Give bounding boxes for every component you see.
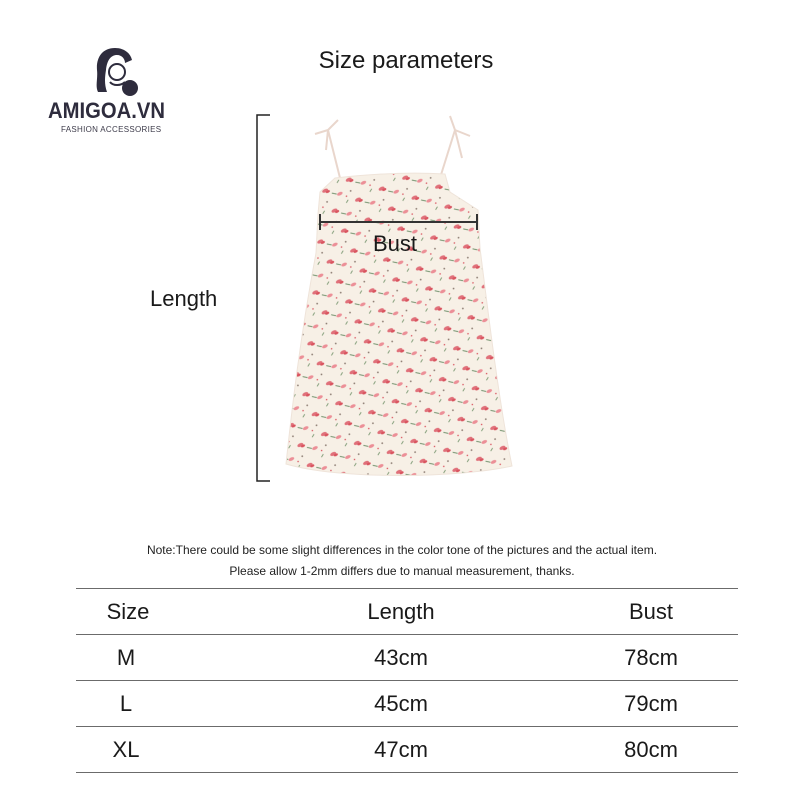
table-row [76,634,738,680]
cell-size: L [119,691,133,716]
dress-image [280,108,520,483]
note-line-2: Please allow 1-2mm differs due to manual measurement, thanks. [229,564,575,578]
logo-tagline: FASHION ACCESSORIES [61,125,162,134]
cell-bust: 78cm [624,645,678,670]
cell-length: 45cm [374,691,428,716]
bust-label: Bust [373,231,418,256]
cell-length: 43cm [374,645,428,670]
cell-bust: 79cm [624,691,678,716]
logo-wordmark: AMIGOA.VN [48,98,165,123]
table-row [76,726,738,773]
cell-bust: 80cm [624,737,678,762]
length-label: Length [150,286,218,311]
size-table [76,588,738,773]
header-bust: Bust [628,599,674,624]
cell-size: XL [112,737,140,762]
page-title: Size parameters [318,47,494,74]
table-header-row [76,588,738,634]
header-length: Length [367,599,435,624]
note-line-1: Note:There could be some slight differences in the color tone of the pictures and the actual item. [146,543,658,557]
length-measure-bracket [254,114,274,482]
measurement-note [0,540,800,582]
cell-length: 47cm [374,737,428,762]
header-size: Size [106,599,150,624]
cell-size: M [116,645,136,670]
table-row [76,680,738,726]
